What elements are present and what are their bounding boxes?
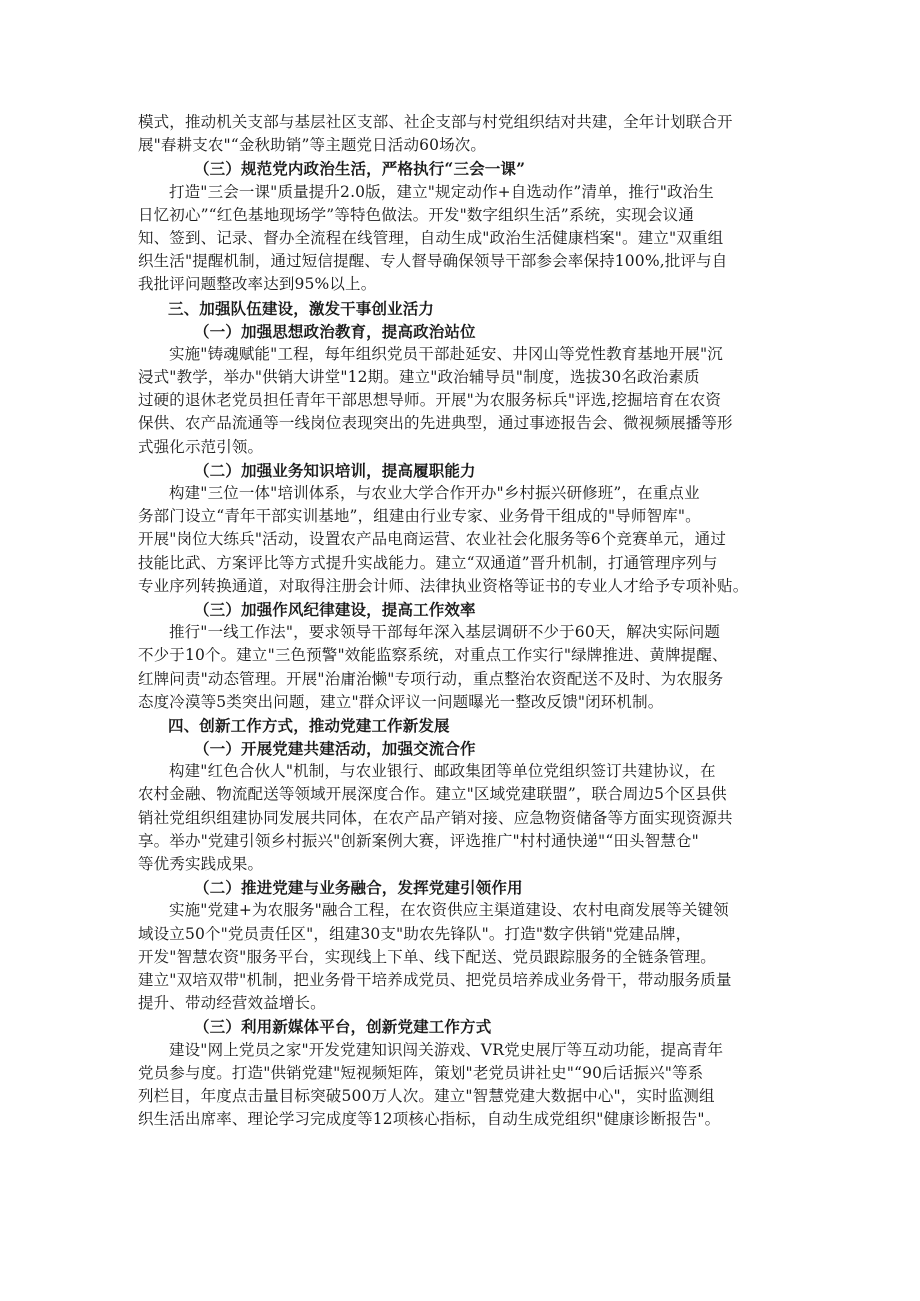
body-text-line: 构建"红色合伙人"机制，与农业银行、邮政集团等单位党组织签订共建协议，在: [169, 762, 716, 781]
subsection-heading: （三）加强作风纪律建设，提高工作效率: [194, 599, 476, 619]
subsection-heading: （二）加强业务知识培训，提高履职能力: [194, 460, 476, 480]
body-text-line: 列栏目，年度点击量目标突破500万人次。建立"智慧党建大数据中心"，实时监测组: [138, 1086, 715, 1105]
body-text-line: 不少于10个。建立"三色预警"效能监察系统，对重点工作实行"绿牌推进、黄牌提醒、: [138, 646, 728, 665]
body-text-line: 专业序列转换通道，对取得注册会计师、法律执业资格等证书的专业人才给予专项补贴。: [138, 576, 749, 595]
subsection-heading: （三）规范党内政治生活，严格执行“三会一课”: [194, 159, 526, 179]
body-text-line: 享。举办"党建引领乡村振兴"创新案例大赛，评选推广"村村通快递"“田头智慧仓": [138, 831, 699, 850]
body-text-line: 开展"岗位大练兵"活动，设置农产品电商运营、农业社会化服务等6个竞赛单元，通过: [138, 530, 726, 549]
body-text-line: 过硬的退休老党员担任青年干部思想导师。开展"为农服务标兵"评选,挖掘培育在农资: [138, 391, 722, 410]
body-text-line: 农村金融、物流配送等领域开展深度合作。建立"区域党建联盟”，联合周边5个区县供: [138, 785, 727, 804]
body-text-line: 技能比武、方案评比等方式提升实战能力。建立“双通道”晋升机制，打通管理序列与: [138, 553, 718, 572]
body-text-line: 构建"三位一体"培训体系，与农业大学合作开办"乡村振兴研修班”，在重点业: [169, 484, 700, 502]
body-text-line: 展"春耕支农"“金秋助销”等主题党日活动60场次。: [138, 136, 487, 155]
body-text-line: 我批评问题整改率达到95%以上。: [138, 275, 377, 294]
body-text-line: 织生活出席率、理论学习完成度等12项核心指标，自动生成党组织"健康诊断报告"。: [138, 1110, 721, 1129]
body-text-line: 模式，推动机关支部与基层社区支部、社企支部与村党组织结对共建，全年计划联合开: [138, 113, 733, 131]
section-heading: 三、加强队伍建设，激发干事创业活力: [168, 298, 435, 318]
body-text-line: 党员参与度。打造"供销党建"短视频矩阵，策划"老党员讲社史"“90后话振兴"等系: [138, 1063, 704, 1082]
subsection-heading: （二）推进党建与业务融合，发挥党建引领作用: [194, 878, 523, 898]
subsection-heading: （一）开展党建共建活动，加强交流合作: [194, 739, 476, 759]
section-heading: 四、创新工作方式，推动党建工作新发展: [168, 715, 450, 735]
body-text-line: 式强化示范引领。: [138, 437, 264, 456]
body-text-line: 等优秀实践成果。: [138, 855, 264, 873]
body-text-line: 浸式"教学，举办"供销大讲堂"12期。建立"政治辅导员"制度，选拔30名政治素质: [138, 368, 700, 387]
body-text-line: 务部门设立“青年干部实训基地”，组建由行业专家、业务骨干组成的"导师智库"。: [138, 507, 701, 526]
body-text-line: 织生活"提醒机制，通过短信提醒、专人督导确保领导干部参会率保持100%,批评与自: [138, 252, 728, 271]
body-text-line: 打造"三会一课"质量提升2.0版，建立"规定动作+自选动作”清单，推行"政治生: [169, 182, 714, 201]
body-text-line: 推行"一线工作法"，要求领导干部每年深入基层调研不少于60天，解决实际问题: [169, 623, 721, 642]
body-text-line: 红牌问责"动态管理。开展"治庸治懒"专项行动，重点整治农资配送不及时、为农服务: [138, 669, 724, 688]
body-text-line: 提升、带动经营效益增长。: [138, 994, 326, 1013]
body-text-line: 开发"智慧农资"服务平台，实现线上下单、线下配送、党员跟踪服务的全链条管理。: [138, 947, 716, 966]
document-page: [138, 111, 798, 1131]
body-text-line: 态度冷漠等5类突出问题，建立"群众评议一问题曝光一整改反馈"闭环机制。: [138, 692, 664, 711]
body-text-line: 实施"党建+为农服务"融合工程，在农资供应主渠道建设、农村电商发展等关键领: [169, 901, 729, 920]
body-text-line: 建立"双培双带"机制，把业务骨干培养成党员、把党员培养成业务骨干，带动服务质量: [138, 970, 732, 989]
body-text-line: 实施"铸魂赋能"工程，每年组织党员干部赴延安、井冈山等党性教育基地开展"沉: [169, 344, 723, 363]
body-text-line: 保供、农产品流通等一线岗位表现突出的先进典型，通过事迹报告会、微视频展播等形: [138, 414, 733, 433]
subsection-heading: （一）加强思想政治教育，提高政治站位: [194, 321, 476, 341]
body-text-line: 销社党组织组建协同发展共同体，在农产品产销对接、应急物资储备等方面实现资源共: [138, 808, 733, 827]
body-text-line: 日忆初心”“红色基地现场学”等特色做法。开发"数字组织生活”系统，实现会议通: [138, 205, 695, 224]
body-text-line: 建设"网上党员之家"开发党建知识闯关游戏、VR党史展厅等互动功能，提高青年: [169, 1040, 724, 1059]
body-text-line: 知、签到、记录、督办全流程在线管理，自动生成"政治生活健康档案"。建立"双重组: [138, 228, 724, 247]
body-text-line: 域设立50个"党员责任区"，组建30支"助农先锋队"。打造"数字供销"党建品牌，: [138, 924, 692, 943]
subsection-heading: （三）利用新媒体平台，创新党建工作方式: [194, 1017, 492, 1037]
